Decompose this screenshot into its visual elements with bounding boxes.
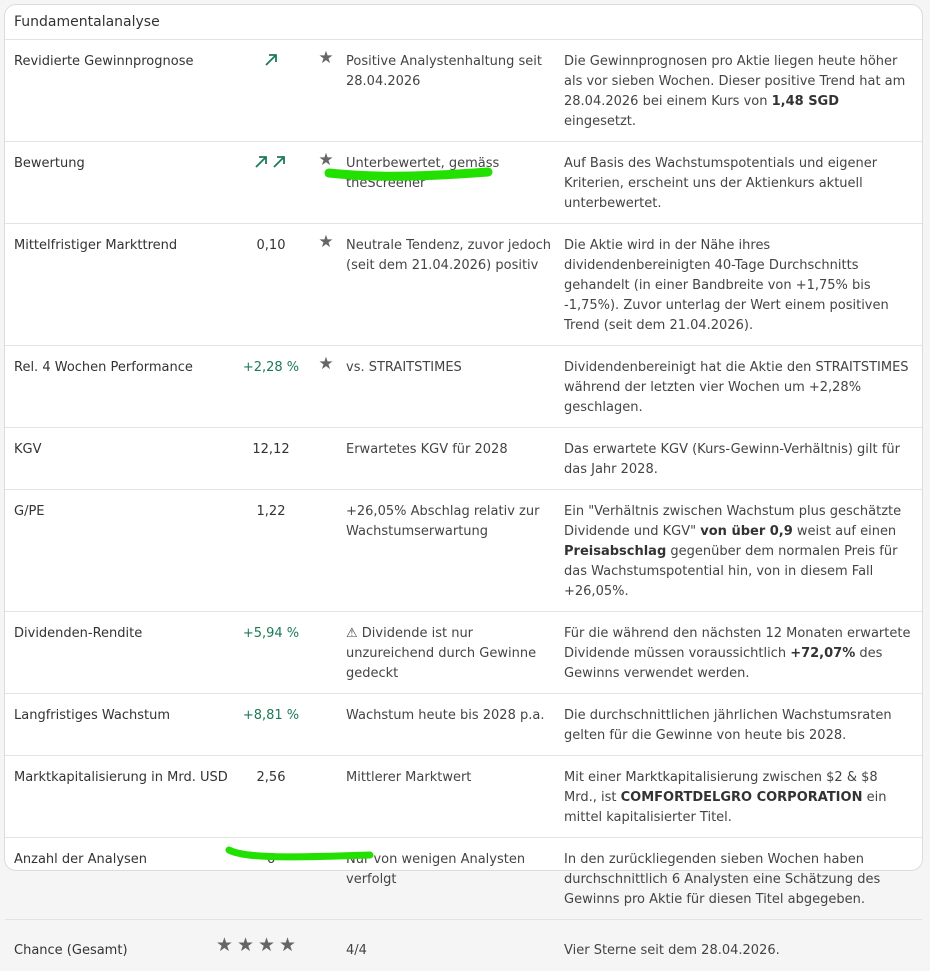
star-icon: ★ [318,235,333,249]
row-label: Rel. 4 Wochen Performance [5,346,236,428]
row-value: 12,12 [236,428,306,490]
rating-stars [216,937,296,953]
overall-stars [236,920,306,971]
row-description: +26,05% Abschlag relativ zur Wachstumserwartung [346,490,564,612]
table-row [5,838,922,920]
row-description: Positive Analystenhaltung seit 28.04.2026 [346,40,564,142]
fundamentals-table [5,40,922,971]
row-description: Nur von wenigen Analysten verfolgt [346,838,564,920]
table-row [5,224,922,346]
row-label: Revidierte Gewinnprognose [5,40,236,142]
row-value: 6 [236,838,306,920]
star-icon: ★ [318,51,333,65]
row-value: 1,22 [236,490,306,612]
row-label: G/PE [5,490,236,612]
row-value: 0,10 [236,224,306,346]
row-explanation: Die Gewinnprognosen pro Aktie liegen heute höher als vor sieben Wochen. Dieser positive Trend hat am 28.04.2026 bei einem Kurs von 1,48 SGD eingesetzt. [564,40,922,142]
row-label: Anzahl der Analysen [5,838,236,920]
table-row [5,756,922,838]
row-description: Unterbewertet, gemäss theScreener [346,142,564,224]
table-row [5,612,922,694]
row-description: ⚠ Dividende ist nur unzureichend durch Gewinne gedeckt [346,612,564,694]
table-row [5,694,922,756]
card-title: Fundamentalanalyse [5,5,922,40]
row-description: vs. STRAITSTIMES [346,346,564,428]
double-arrow-up-right-icon [253,154,289,170]
row-value: 2,56 [236,756,306,838]
row-label: Langfristiges Wachstum [5,694,236,756]
fundamental-analysis-card [4,4,923,871]
row-label: Chance (Gesamt) [5,920,236,971]
row-explanation: Mit einer Marktkapitalisierung zwischen $2 & $8 Mrd., ist COMFORTDELGRO CORPORATION ein mittel kapitalisierter Titel. [564,756,922,838]
star-icon: ★ [279,937,296,953]
row-description: Wachstum heute bis 2028 p.a. [346,694,564,756]
row-description: Mittlerer Marktwert [346,756,564,838]
table-row [5,490,922,612]
row-description: Neutrale Tendenz, zuvor jedoch (seit dem 21.04.2026) positiv [346,224,564,346]
star-icon: ★ [318,153,333,167]
row-explanation: Vier Sterne seit dem 28.04.2026. [564,920,922,971]
row-description: 4/4 [346,920,564,971]
table-row [5,142,922,224]
star-icon: ★ [237,937,254,953]
table-row [5,40,922,142]
row-value [236,142,306,224]
row-explanation: Auf Basis des Wachstumspotentials und eigener Kriterien, erscheint uns der Aktienkurs aktuell unterbewertet. [564,142,922,224]
row-explanation: In den zurückliegenden sieben Wochen haben durchschnittlich 6 Analysten eine Schätzung des Gewinns pro Aktie für diesen Titel abgegeben. [564,838,922,920]
row-label: Bewertung [5,142,236,224]
row-explanation: Ein "Verhältnis zwischen Wachstum plus geschätzte Dividende und KGV" von über 0,9 weist auf einen Preisabschlag gegenüber dem normalen Preis für das Wachstumspotential hin, von in diesem Fall +26,05%. [564,490,922,612]
row-label: Marktkapitalisierung in Mrd. USD [5,756,236,838]
star-icon: ★ [318,357,333,371]
row-value: +8,81 % [236,694,306,756]
row-explanation: Für die während den nächsten 12 Monaten erwartete Dividende müssen voraussichtlich +72,07% des Gewinns verwendet werden. [564,612,922,694]
table-row [5,428,922,490]
row-label: KGV [5,428,236,490]
row-description: Erwartetes KGV für 2028 [346,428,564,490]
row-value [236,40,306,142]
table-row [5,346,922,428]
star-icon: ★ [216,937,233,953]
row-explanation: Dividendenbereinigt hat die Aktie den STRAITSTIMES während der letzten vier Wochen um +2,28% geschlagen. [564,346,922,428]
table-row [5,920,922,971]
row-label: Dividenden-Rendite [5,612,236,694]
row-explanation: Die durchschnittlichen jährlichen Wachstumsraten gelten für die Gewinne von heute bis 2028. [564,694,922,756]
row-label: Mittelfristiger Markttrend [5,224,236,346]
star-icon: ★ [258,937,275,953]
row-explanation: Das erwartete KGV (Kurs-Gewinn-Verhältnis) gilt für das Jahr 2028. [564,428,922,490]
row-explanation: Die Aktie wird in der Nähe ihres dividendenbereinigten 40-Tage Durchschnitts gehandelt (in einer Bandbreite von +1,75% bis -1,75%). Zuvor unterlag der Wert einem positiven Trend (seit dem 21.04.2026). [564,224,922,346]
row-value: +5,94 % [236,612,306,694]
row-value: +2,28 % [236,346,306,428]
arrow-up-right-icon [263,52,279,68]
